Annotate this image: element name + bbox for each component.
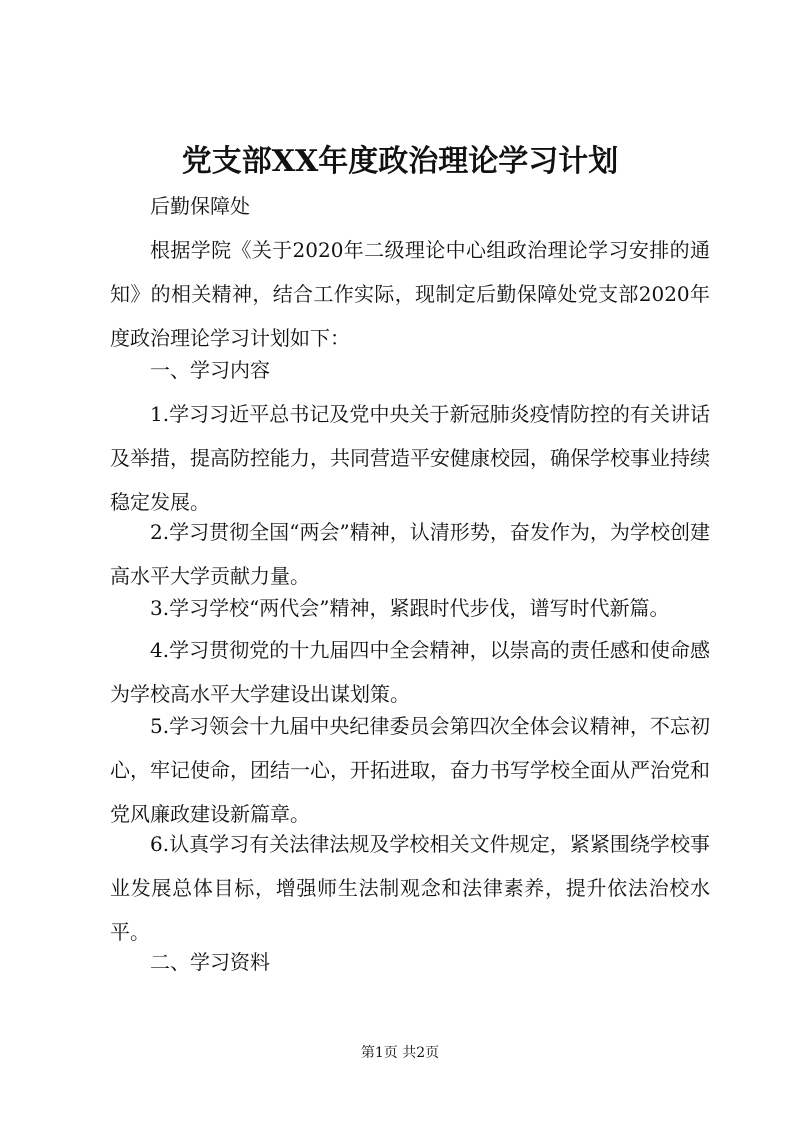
document-title: 党支部XX年度政治理论学习计划 <box>181 144 619 179</box>
list-item: 5.学习领会十九届中央纪律委员会第四次全体会议精神，不忘初心，牢记使命，团结一心，开拓进取，奋力书写学校全面从严治党和党风廉政建设新篇章。 <box>110 714 710 826</box>
section-heading-content: 一、学习内容 <box>150 358 270 382</box>
list-item: 4.学习贯彻党的十九届四中全会精神，以崇高的责任感和使命感为学校高水平大学建设出谋划策。 <box>110 638 710 706</box>
list-item: 6.认真学习有关法律法规及学校相关文件规定，紧紧围绕学校事业发展总体目标，增强师生法制观念和法律素养，提升依法治校水平。 <box>110 832 710 944</box>
list-item: 1.学习习近平总书记及党中央关于新冠肺炎疫情防控的有关讲话及举措，提高防控能力，共同营造平安健康校园，确保学校事业持续稳定发展。 <box>110 402 710 514</box>
section-heading-materials: 二、学习资料 <box>150 950 270 974</box>
intro-paragraph: 根据学院《关于2020年二级理论中心组政治理论学习安排的通知》的相关精神，结合工作实际，现制定后勤保障处党支部2020年度政治理论学习计划如下： <box>110 238 710 350</box>
list-item: 3.学习学校“两代会”精神，紧跟时代步伐，谱写时代新篇。 <box>150 596 670 620</box>
page-indicator: 第1页 共2页 <box>360 1045 440 1061</box>
list-item: 2.学习贯彻全国“两会”精神，认清形势，奋发作为，为学校创建高水平大学贡献力量。 <box>110 520 710 588</box>
department-name: 后勤保障处 <box>150 194 250 218</box>
